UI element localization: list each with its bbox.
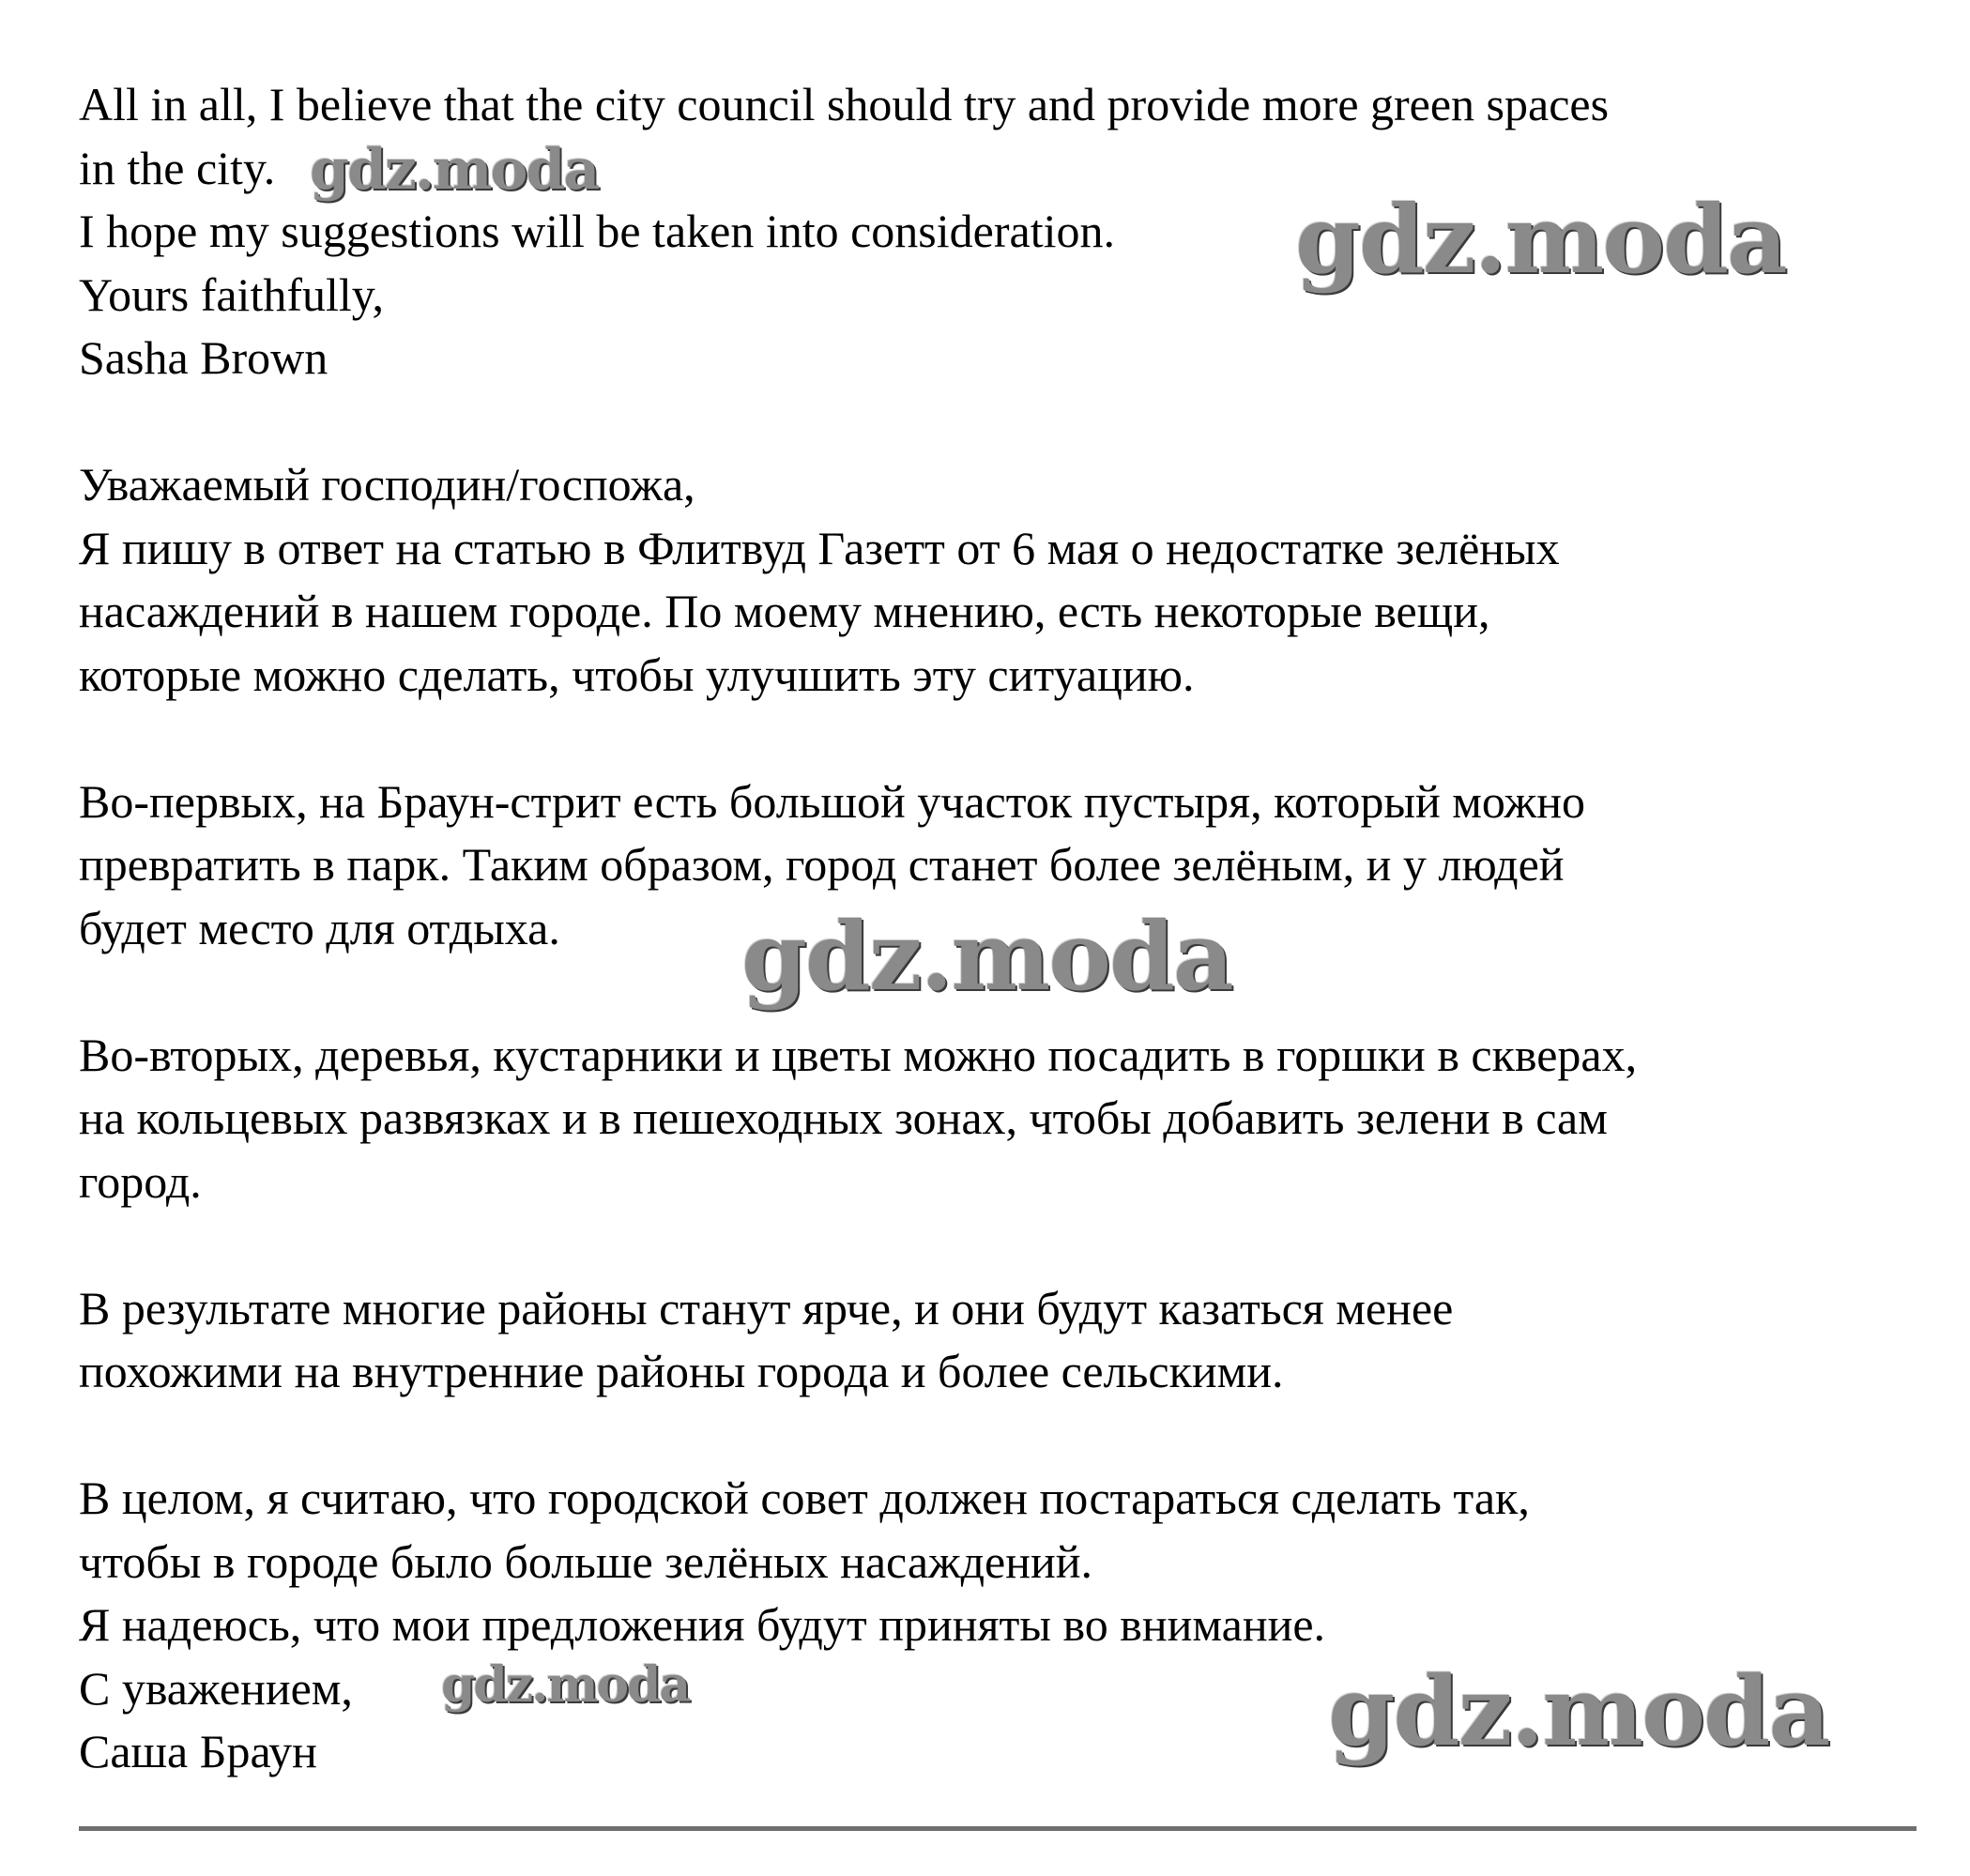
paragraph-gap: [79, 1213, 1918, 1277]
paragraph-gap: [79, 707, 1918, 770]
text-line: В результате многие районы станут ярче, и они будут казаться менее: [79, 1281, 1454, 1335]
text-line: насаждений в нашем городе. По моему мнению, есть некоторые вещи,: [79, 585, 1490, 637]
text-line: на кольцевых развязках и в пешеходных зонах, чтобы добавить зелени в сам: [79, 1091, 1608, 1144]
salutation-line: Уважаемый господин/госпожа,: [79, 458, 695, 511]
bottom-divider: [79, 1826, 1917, 1831]
paragraph-gap: [79, 390, 1918, 454]
text-line: город.: [79, 1154, 202, 1208]
watermark: gdz.moda: [310, 137, 599, 203]
text-line: Я пишу в ответ на статью в Флитвуд Газетт от 6 мая о недостатке зелёных: [79, 521, 1560, 574]
text-line: All in all, I believe that the city council should try and provide more green spaces: [79, 78, 1610, 130]
watermark: gdz.moda: [1295, 184, 1786, 295]
signature-line: Саша Браун: [79, 1725, 317, 1777]
watermark: gdz.moda: [1328, 1655, 1829, 1768]
text-line: будет место для отдыха.: [79, 901, 560, 954]
text-line: Во-первых, на Браун-стрит есть большой участок пустыря, который можно: [79, 774, 1585, 828]
text-line: похожими на внутренние районы города и более сельскими.: [79, 1345, 1284, 1397]
text-line: которые можно сделать, чтобы улучшить эту ситуацию.: [79, 648, 1195, 701]
watermark: gdz.moda: [441, 1656, 690, 1714]
text-line: Я надеюсь, что мои предложения будут приняты во внимание.: [79, 1598, 1326, 1651]
paragraph-gap: [79, 1404, 1918, 1468]
text-line: Во-вторых, деревья, кустарники и цветы можно посадить в горшки в скверах,: [79, 1028, 1638, 1081]
watermark: gdz.moda: [741, 901, 1232, 1012]
text-line: превратить в парк. Таким образом, город станет более зелёным, и у людей: [79, 838, 1565, 891]
text-line: В целом, я считаю, что городской совет должен постараться сделать так,: [79, 1472, 1530, 1524]
text-line: I hope my suggestions will be taken into consideration.: [79, 205, 1115, 257]
text-line: Yours faithfully,: [79, 267, 385, 321]
signature-line: Sasha Brown: [79, 331, 328, 384]
text-line: С уважением,: [79, 1661, 353, 1715]
text-line: in the city.: [79, 141, 276, 194]
text-line: чтобы в городе было больше зелёных насаждений.: [79, 1534, 1092, 1588]
